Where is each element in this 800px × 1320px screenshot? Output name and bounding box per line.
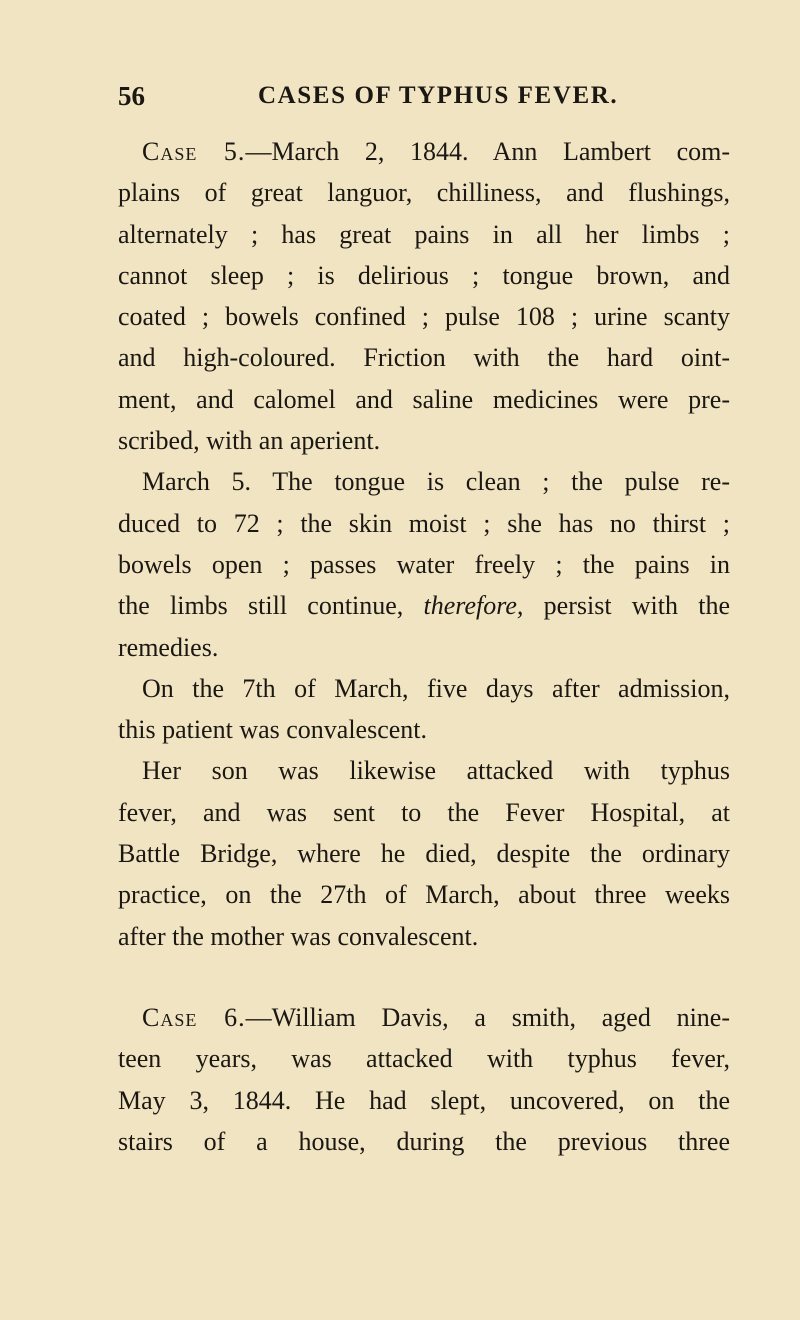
text-line: and high-coloured. Friction with the hard oint- [118,343,730,373]
text-line: fever, and was sent to the Fever Hospital, at [118,797,730,827]
section-gap [118,957,730,997]
text-line: practice, on the 27th of March, about three weeks [118,880,730,910]
text-line: Her son was likewise attacked with typhus [142,756,730,786]
text-line: March 5. The tongue is clean ; the pulse re- [142,467,730,497]
text-line: duced to 72 ; the skin moist ; she has no thirst ; [118,508,730,538]
text-line: after the mother was convalescent. [118,921,479,951]
text-span: the limbs still continue, [118,591,424,621]
case-5-paragraph [118,131,730,461]
running-head [118,76,730,116]
text-span: —March 2, 1844. Ann Lambert com- [245,137,731,166]
text-span: persist with the [523,591,731,621]
text-line [118,997,730,1038]
body-text [118,131,730,1162]
case-label: Case 6. [142,1002,246,1032]
text-line: coated ; bowels confined ; pulse 108 ; urine scanty [118,302,730,332]
case-6-paragraph [118,997,730,1162]
text-line: this patient was convalescent. [118,715,428,745]
text-line [118,585,730,626]
text-line: scribed, with an aperient. [118,426,381,456]
text-line: stairs of a house, during the previous three [118,1126,730,1156]
march-5-paragraph [118,461,730,667]
text-line: alternately ; has great pains in all her limbs ; [118,219,730,249]
italic-word: therefore, [423,591,524,621]
case-label: Case 5. [142,137,246,166]
text-line: On the 7th of March, five days after admission, [142,673,730,703]
text-line: teen years, was attacked with typhus fever, [118,1044,730,1074]
text-line [118,131,730,172]
running-title: CASES OF TYPHUS FEVER. [258,82,619,109]
text-line: remedies. [118,632,219,662]
son-paragraph [118,750,730,956]
text-line: May 3, 1844. He had slept, uncovered, on the [118,1085,730,1115]
text-line: plains of great languor, chilliness, and flushings, [118,178,730,208]
text-line: Battle Bridge, where he died, despite the ordinary [118,839,730,869]
page-number: 56 [118,81,145,111]
march-7-paragraph [118,668,730,751]
text-line: cannot sleep ; is delirious ; tongue brown, and [118,260,730,290]
text-line: ment, and calomel and saline medicines were pre- [118,384,730,414]
text-span: —William Davis, a smith, aged nine- [245,1002,730,1032]
text-line: bowels open ; passes water freely ; the pains in [118,549,730,579]
